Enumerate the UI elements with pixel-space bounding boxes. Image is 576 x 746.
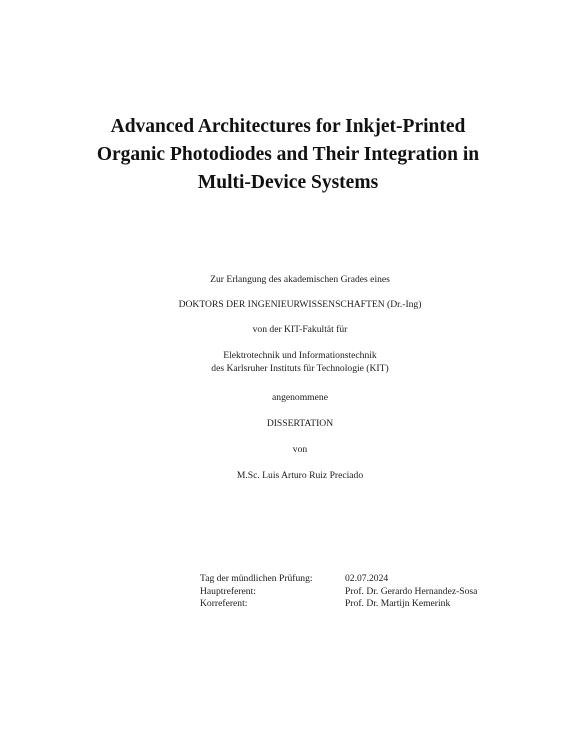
- examination-details: [200, 573, 500, 611]
- faculty-intro-text: von der KIT-Fakultät für: [252, 324, 348, 335]
- degree-purpose-text: Zur Erlangung des akademischen Grades eines: [210, 274, 390, 285]
- by-text: von: [292, 444, 308, 455]
- thesis-title-line-1: Advanced Architectures for Inkjet-Printed: [110, 116, 466, 137]
- main-referee-value: Prof. Dr. Gerardo Hernandez-Sosa: [345, 585, 478, 597]
- institute-name-text: des Karlsruher Instituts für Technologie (KIT): [211, 363, 389, 374]
- accepted-text: angenommene: [272, 392, 328, 403]
- co-referee-row: [200, 598, 500, 611]
- exam-date-value: 02.07.2024: [345, 573, 389, 584]
- document-type-text: DISSERTATION: [266, 418, 334, 429]
- exam-date-row: [200, 573, 500, 586]
- author-name: M.Sc. Luis Arturo Ruiz Preciado: [236, 470, 364, 481]
- exam-date-label: Tag der mündlichen Prüfung:: [200, 573, 313, 584]
- degree-name-text: DOKTORS DER INGENIEURWISSENSCHAFTEN (Dr.-Ing): [178, 299, 422, 310]
- thesis-title-line-3: Multi-Device Systems: [197, 172, 379, 193]
- faculty-name-text: Elektrotechnik und Informationstechnik: [223, 350, 377, 361]
- co-referee-label: Korreferent:: [200, 598, 248, 609]
- thesis-title-line-2: Organic Photodiodes and Their Integration in: [96, 144, 480, 165]
- co-referee-value: Prof. Dr. Martijn Kemerink: [345, 598, 451, 609]
- main-referee-row: [200, 586, 500, 599]
- thesis-title: [0, 113, 576, 197]
- main-referee-label: Hauptreferent:: [200, 585, 256, 597]
